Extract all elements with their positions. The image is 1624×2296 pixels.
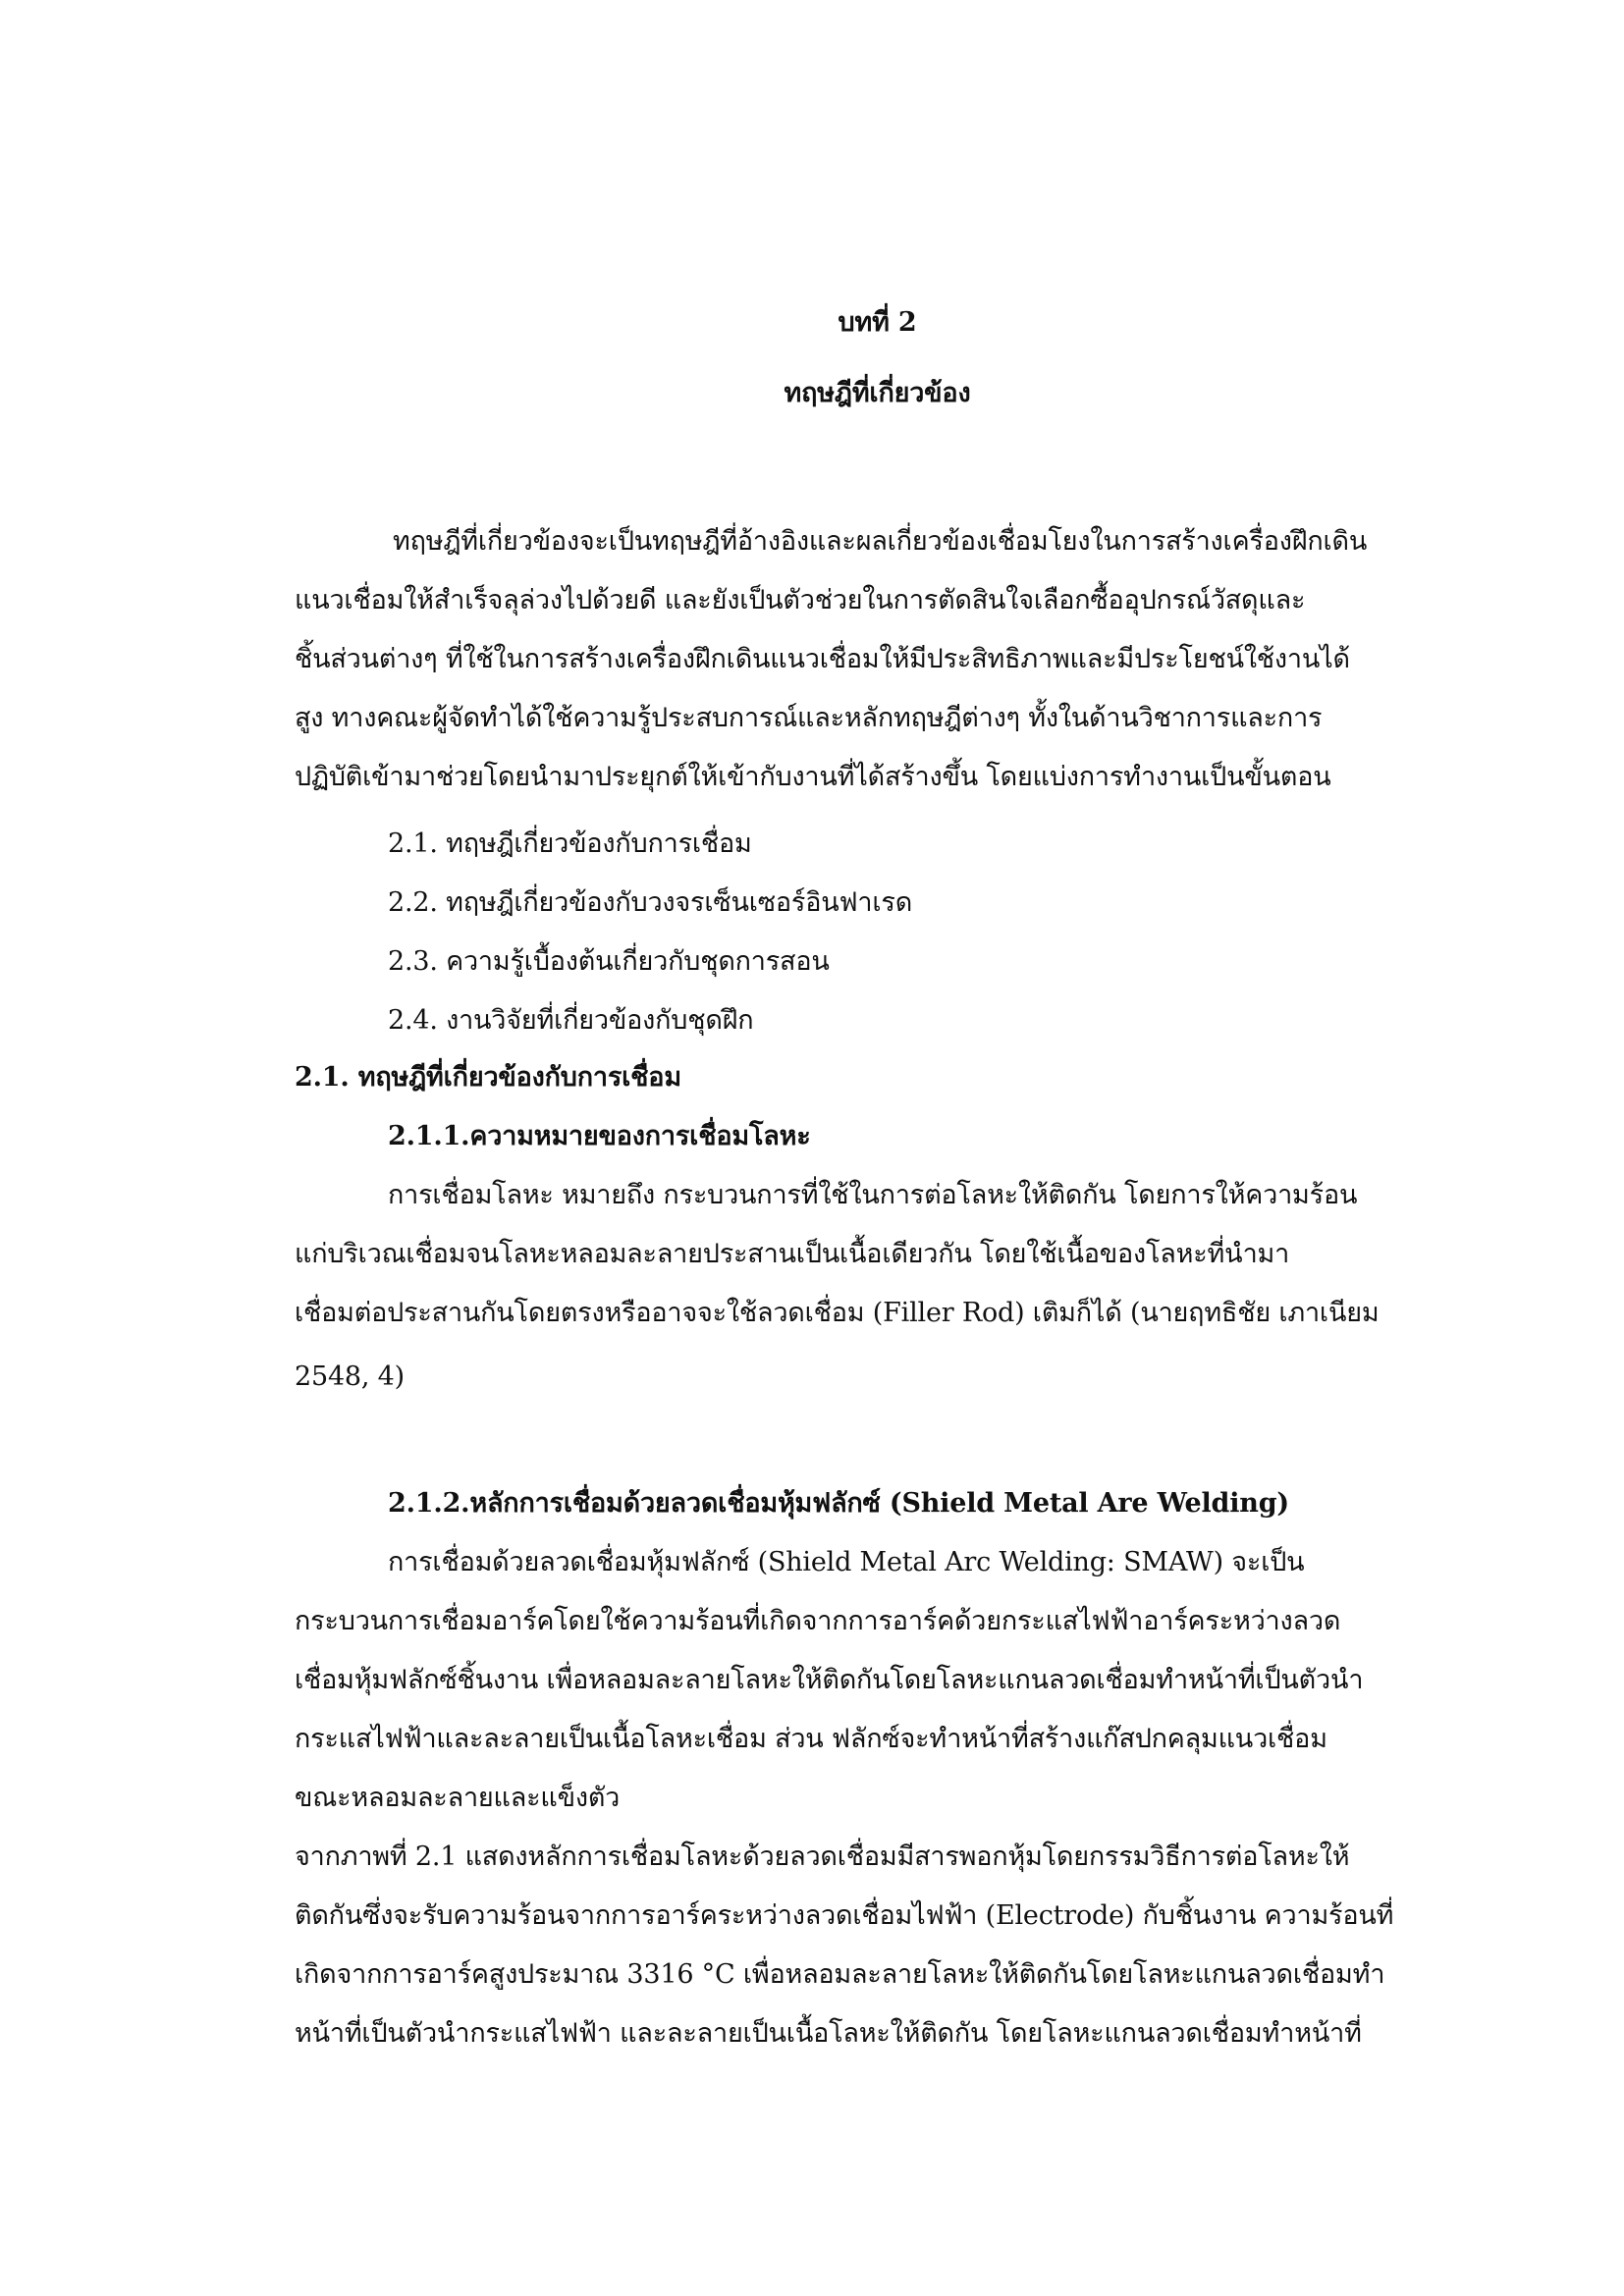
outline-item: 2.3. ความรู้เบื้องต้นเกี่ยวกับชุดการสอน: [388, 946, 830, 977]
section-heading: 2.1. ทฤษฎีที่เกี่ยวข้องกับการเชื่อม: [295, 1062, 681, 1093]
paragraph-line: 2548, 4): [295, 1362, 405, 1392]
paragraph-line: เชื่อมหุ้มฟลักซ์ชิ้นงาน เพื่อหลอมละลายโลหะให้ติดกันโดยโลหะแกนลวดเชื่อมทำหน้าที่เป็นตัวนำ: [295, 1665, 1364, 1695]
chapter-title: ทฤษฎีที่เกี่ยวข้อง: [784, 378, 971, 408]
intro-line: ชิ้นส่วนต่างๆ ที่ใช้ในการสร้างเครื่องฝึกเดินแนวเชื่อมให้มีประสิทธิภาพและมีประโยชน์ใช้งานได้: [295, 644, 1350, 674]
paragraph-line: แก่บริเวณเชื่อมจนโลหะหลอมละลายประสานเป็นเนื้อเดียวกัน โดยใช้เนื้อของโลหะที่นำมา: [295, 1239, 1290, 1269]
paragraph-line: กระบวนการเชื่อมอาร์คโดยใช้ความร้อนที่เกิดจากการอาร์คด้วยกระแสไฟฟ้าอาร์คระหว่างลวด: [295, 1606, 1341, 1636]
intro-line: ทฤษฎีที่เกี่ยวข้องจะเป็นทฤษฎีที่อ้างอิงและผลเกี่ยวข้องเชื่อมโยงในการสร้างเครื่องฝึกเดิน: [393, 526, 1368, 557]
chapter-number: บทที่ 2: [838, 307, 917, 338]
intro-line: ปฏิบัติเข้ามาช่วยโดยนำมาประยุกต์ให้เข้ากับงานที่ได้สร้างขึ้น โดยแบ่งการทำงานเป็นขั้นตอน: [295, 762, 1331, 792]
paragraph-line: การเชื่อมโลหะ หมายถึง กระบวนการที่ใช้ในการต่อโลหะให้ติดกัน โดยการให้ความร้อน: [388, 1180, 1358, 1210]
outline-item: 2.2. ทฤษฎีเกี่ยวข้องกับวงจรเซ็นเซอร์อินฟาเรด: [388, 887, 913, 918]
paragraph-line: เชื่อมต่อประสานกันโดยตรงหรืออาจจะใช้ลวดเชื่อม (Filler Rod) เติมก็ได้ (นายฤทธิชัย เภาเนียม: [295, 1298, 1380, 1328]
paragraph-line: เกิดจากการอาร์คสูงประมาณ 3316 °C เพื่อหลอมละลายโลหะให้ติดกันโดยโลหะแกนลวดเชื่อมทำ: [295, 1959, 1385, 1990]
outline-item: 2.1. ทฤษฎีเกี่ยวข้องกับการเชื่อม: [388, 828, 752, 859]
paragraph-line: หน้าที่เป็นตัวนำกระแสไฟฟ้า และละลายเป็นเนื้อโลหะให้ติดกัน โดยโลหะแกนลวดเชื่อมทำหน้าที่: [295, 2018, 1362, 2049]
paragraph-line: ขณะหลอมละลายและแข็งตัว: [295, 1783, 621, 1813]
intro-line: สูง ทางคณะผู้จัดทำได้ใช้ความรู้ประสบการณ์และหลักทฤษฎีต่างๆ ทั้งในด้านวิชาการและการ: [295, 703, 1323, 733]
paragraph-line: การเชื่อมด้วยลวดเชื่อมหุ้มฟลักซ์ (Shield Metal Arc Welding: SMAW) จะเป็น: [388, 1547, 1305, 1577]
paragraph-line: จากภาพที่ 2.1 แสดงหลักการเชื่อมโลหะด้วยลวดเชื่อมมีสารพอกหุ้มโดยกรรมวิธีการต่อโลหะให้: [295, 1842, 1350, 1872]
outline-item: 2.4. งานวิจัยที่เกี่ยวข้องกับชุดฝึก: [388, 1005, 754, 1036]
subsection-heading: 2.1.1.ความหมายของการเชื่อมโลหะ: [388, 1121, 811, 1151]
subsection-heading: 2.1.2.หลักการเชื่อมด้วยลวดเชื่อมหุ้มฟลักซ์ (Shield Metal Are Welding): [388, 1488, 1289, 1519]
intro-line: แนวเชื่อมให้สำเร็จลุล่วงไปด้วยดี และยังเป็นตัวช่วยในการตัดสินใจเลือกซื้ออุปกรณ์วัสดุและ: [295, 585, 1306, 615]
paragraph-line: กระแสไฟฟ้าและละลายเป็นเนื้อโลหะเชื่อม ส่วน ฟลักซ์จะทำหน้าที่สร้างแก๊สปกคลุมแนวเชื่อม: [295, 1724, 1327, 1754]
paragraph-line: ติดกันซึ่งจะรับความร้อนจากการอาร์คระหว่างลวดเชื่อมไฟฟ้า (Electrode) กับชิ้นงาน ความร้อนที่: [295, 1900, 1394, 1931]
